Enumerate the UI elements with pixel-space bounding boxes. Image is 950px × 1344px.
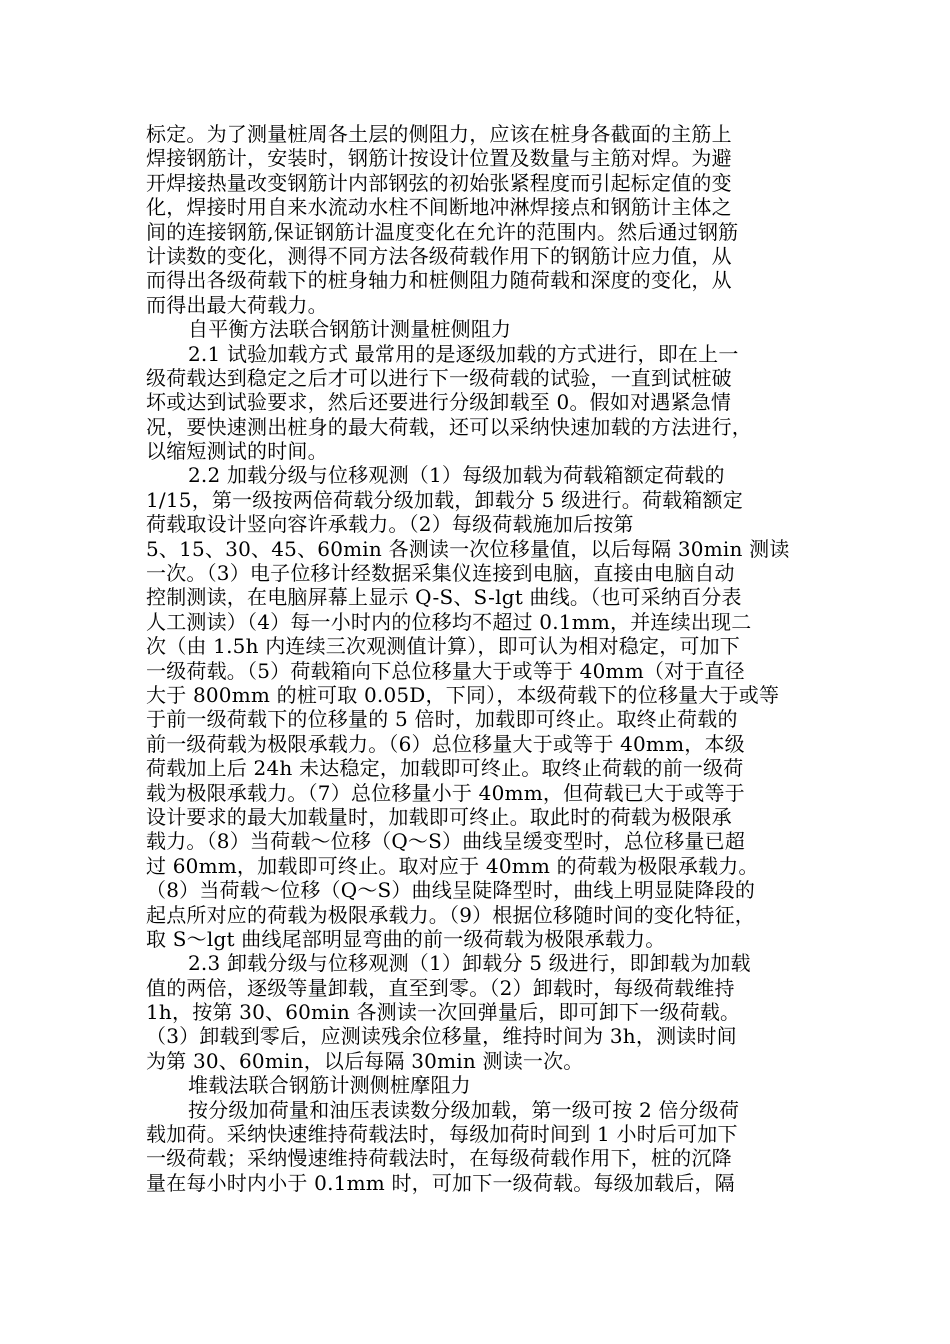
document-body <box>146 122 814 1195</box>
text-line: 自平衡方法联合钢筋计测量桩侧阻力 <box>188 317 512 342</box>
text-line: 化，焊接时用自来水流动水柱不间断地冲淋焊接点和钢筋计主体之 <box>146 195 732 220</box>
text-line: 计读数的变化，测得不同方法各级荷载作用下的钢筋计应力值，从 <box>146 243 732 268</box>
text-line: 起点所对应的荷载为极限承载力。（9）根据位移随时间的变化特征， <box>146 902 755 927</box>
text-line: 2.2 加载分级与位移观测（1）每级加载为荷载箱额定荷载的 <box>188 463 725 488</box>
text-line: 载加荷。采纳快速维持荷载法时，每级加荷时间到 1 小时后可加下 <box>146 1122 738 1147</box>
text-line: 设计要求的最大加载量时，加载即可终止。取此时的荷载为极限承 <box>146 804 732 829</box>
text-line: 间的连接钢筋,保证钢筋计温度变化在允许的范围内。然后通过钢筋 <box>146 219 739 244</box>
text-line: （8）当荷载～位移（Q～S）曲线呈陡降型时，曲线上明显陡降段的 <box>146 878 756 903</box>
text-line: 以缩短测试的时间。 <box>146 439 328 464</box>
text-line: 1h，按第 30、60min 各测读一次回弹量后，即可卸下一级荷载。 <box>146 1000 741 1025</box>
text-line: 量在每小时内小于 0.1mm 时，可加下一级荷载。每级加载后，隔 <box>146 1170 735 1195</box>
text-line: 控制测读，在电脑屏幕上显示 Q-S、S-lgt 曲线。（也可采纳百分表 <box>146 585 742 610</box>
text-line: 为第 30、60min，以后每隔 30min 测读一次。 <box>146 1048 584 1073</box>
text-line: 开焊接热量改变钢筋计内部钢弦的初始张紧程度而引起标定值的变 <box>146 170 732 195</box>
text-line: 前一级荷载为极限承载力。（6）总位移量大于或等于 40mm，本级 <box>146 731 745 756</box>
text-line: 而得出各级荷载下的桩身轴力和桩侧阻力随荷载和深度的变化，从 <box>146 268 732 293</box>
text-line: 一级荷载；采纳慢速维持荷载法时，在每级荷载作用下，桩的沉降 <box>146 1146 732 1171</box>
text-line: 标定。为了测量桩周各土层的侧阻力，应该在桩身各截面的主筋上 <box>146 122 732 146</box>
text-line: 一级荷载。（5）荷载箱向下总位移量大于或等于 40mm（对于直径 <box>146 658 745 683</box>
text-line: 按分级加荷量和油压表读数分级加载，第一级可按 2 倍分级荷 <box>188 1097 740 1122</box>
text-line: 1/15，第一级按两倍荷载分级加载，卸载分 5 级进行。荷载箱额定 <box>146 487 743 512</box>
text-line: 2.3 卸载分级与位移观测（1）卸载分 5 级进行，即卸载为加载 <box>188 951 751 976</box>
text-line: 一次。（3）电子位移计经数据采集仪连接到电脑，直接由电脑自动 <box>146 561 735 586</box>
text-line: 坏或达到试验要求，然后还要进行分级卸载至 0。假如对遇紧急情 <box>146 390 732 415</box>
text-line: 焊接钢筋计，安装时，钢筋计按设计位置及数量与主筋对焊。为避 <box>146 146 732 171</box>
text-line: 而得出最大荷载力。 <box>146 292 328 317</box>
text-line: 大于 800mm 的桩可取 0.05D，下同），本级荷载下的位移量大于或等 <box>146 682 780 707</box>
text-line: 于前一级荷载下的位移量的 5 倍时，加载即可终止。取终止荷载的 <box>146 707 738 732</box>
text-line: 况，要快速测出桩身的最大荷载，还可以采纳快速加载的方法进行， <box>146 414 752 439</box>
text-line: 人工测读）（4）每一小时内的位移均不超过 0.1mm，并连续出现二 <box>146 609 752 634</box>
text-line: 载力。（8）当荷载～位移（Q～S）曲线呈缓变型时，总位移量已超 <box>146 829 746 854</box>
text-line: 过 60mm，加载即可终止。取对应于 40mm 的荷载为极限承载力。 <box>146 853 759 878</box>
text-line: 荷载加上后 24h 未达稳定，加载即可终止。取终止荷载的前一级荷 <box>146 756 744 781</box>
text-line: 2.1 试验加载方式 最常用的是逐级加载的方式进行，即在上一 <box>188 341 739 366</box>
text-line: 级荷载达到稳定之后才可以进行下一级荷载的试验，一直到试桩破 <box>146 365 732 390</box>
text-line: 5、15、30、45、60min 各测读一次位移量值，以后每隔 30min 测读 <box>146 536 790 561</box>
text-line: 载为极限承载力。（7）总位移量小于 40mm，但荷载已大于或等于 <box>146 780 745 805</box>
text-line: 堆载法联合钢筋计测侧桩摩阻力 <box>188 1073 471 1098</box>
text-line: 次（由 1.5h 内连续三次观测值计算），即可认为相对稳定，可加下 <box>146 634 741 659</box>
text-line: 值的两倍，逐级等量卸载，直至到零。（2）卸载时，每级荷载维持 <box>146 975 735 1000</box>
text-line: （3）卸载到零后，应测读残余位移量，维持时间为 3h，测读时间 <box>146 1024 737 1049</box>
text-line: 取 S～lgt 曲线尾部明显弯曲的前一级荷载为极限承载力。 <box>146 926 666 951</box>
text-line: 荷载取设计竖向容许承载力。（2）每级荷载施加后按第 <box>146 512 634 537</box>
